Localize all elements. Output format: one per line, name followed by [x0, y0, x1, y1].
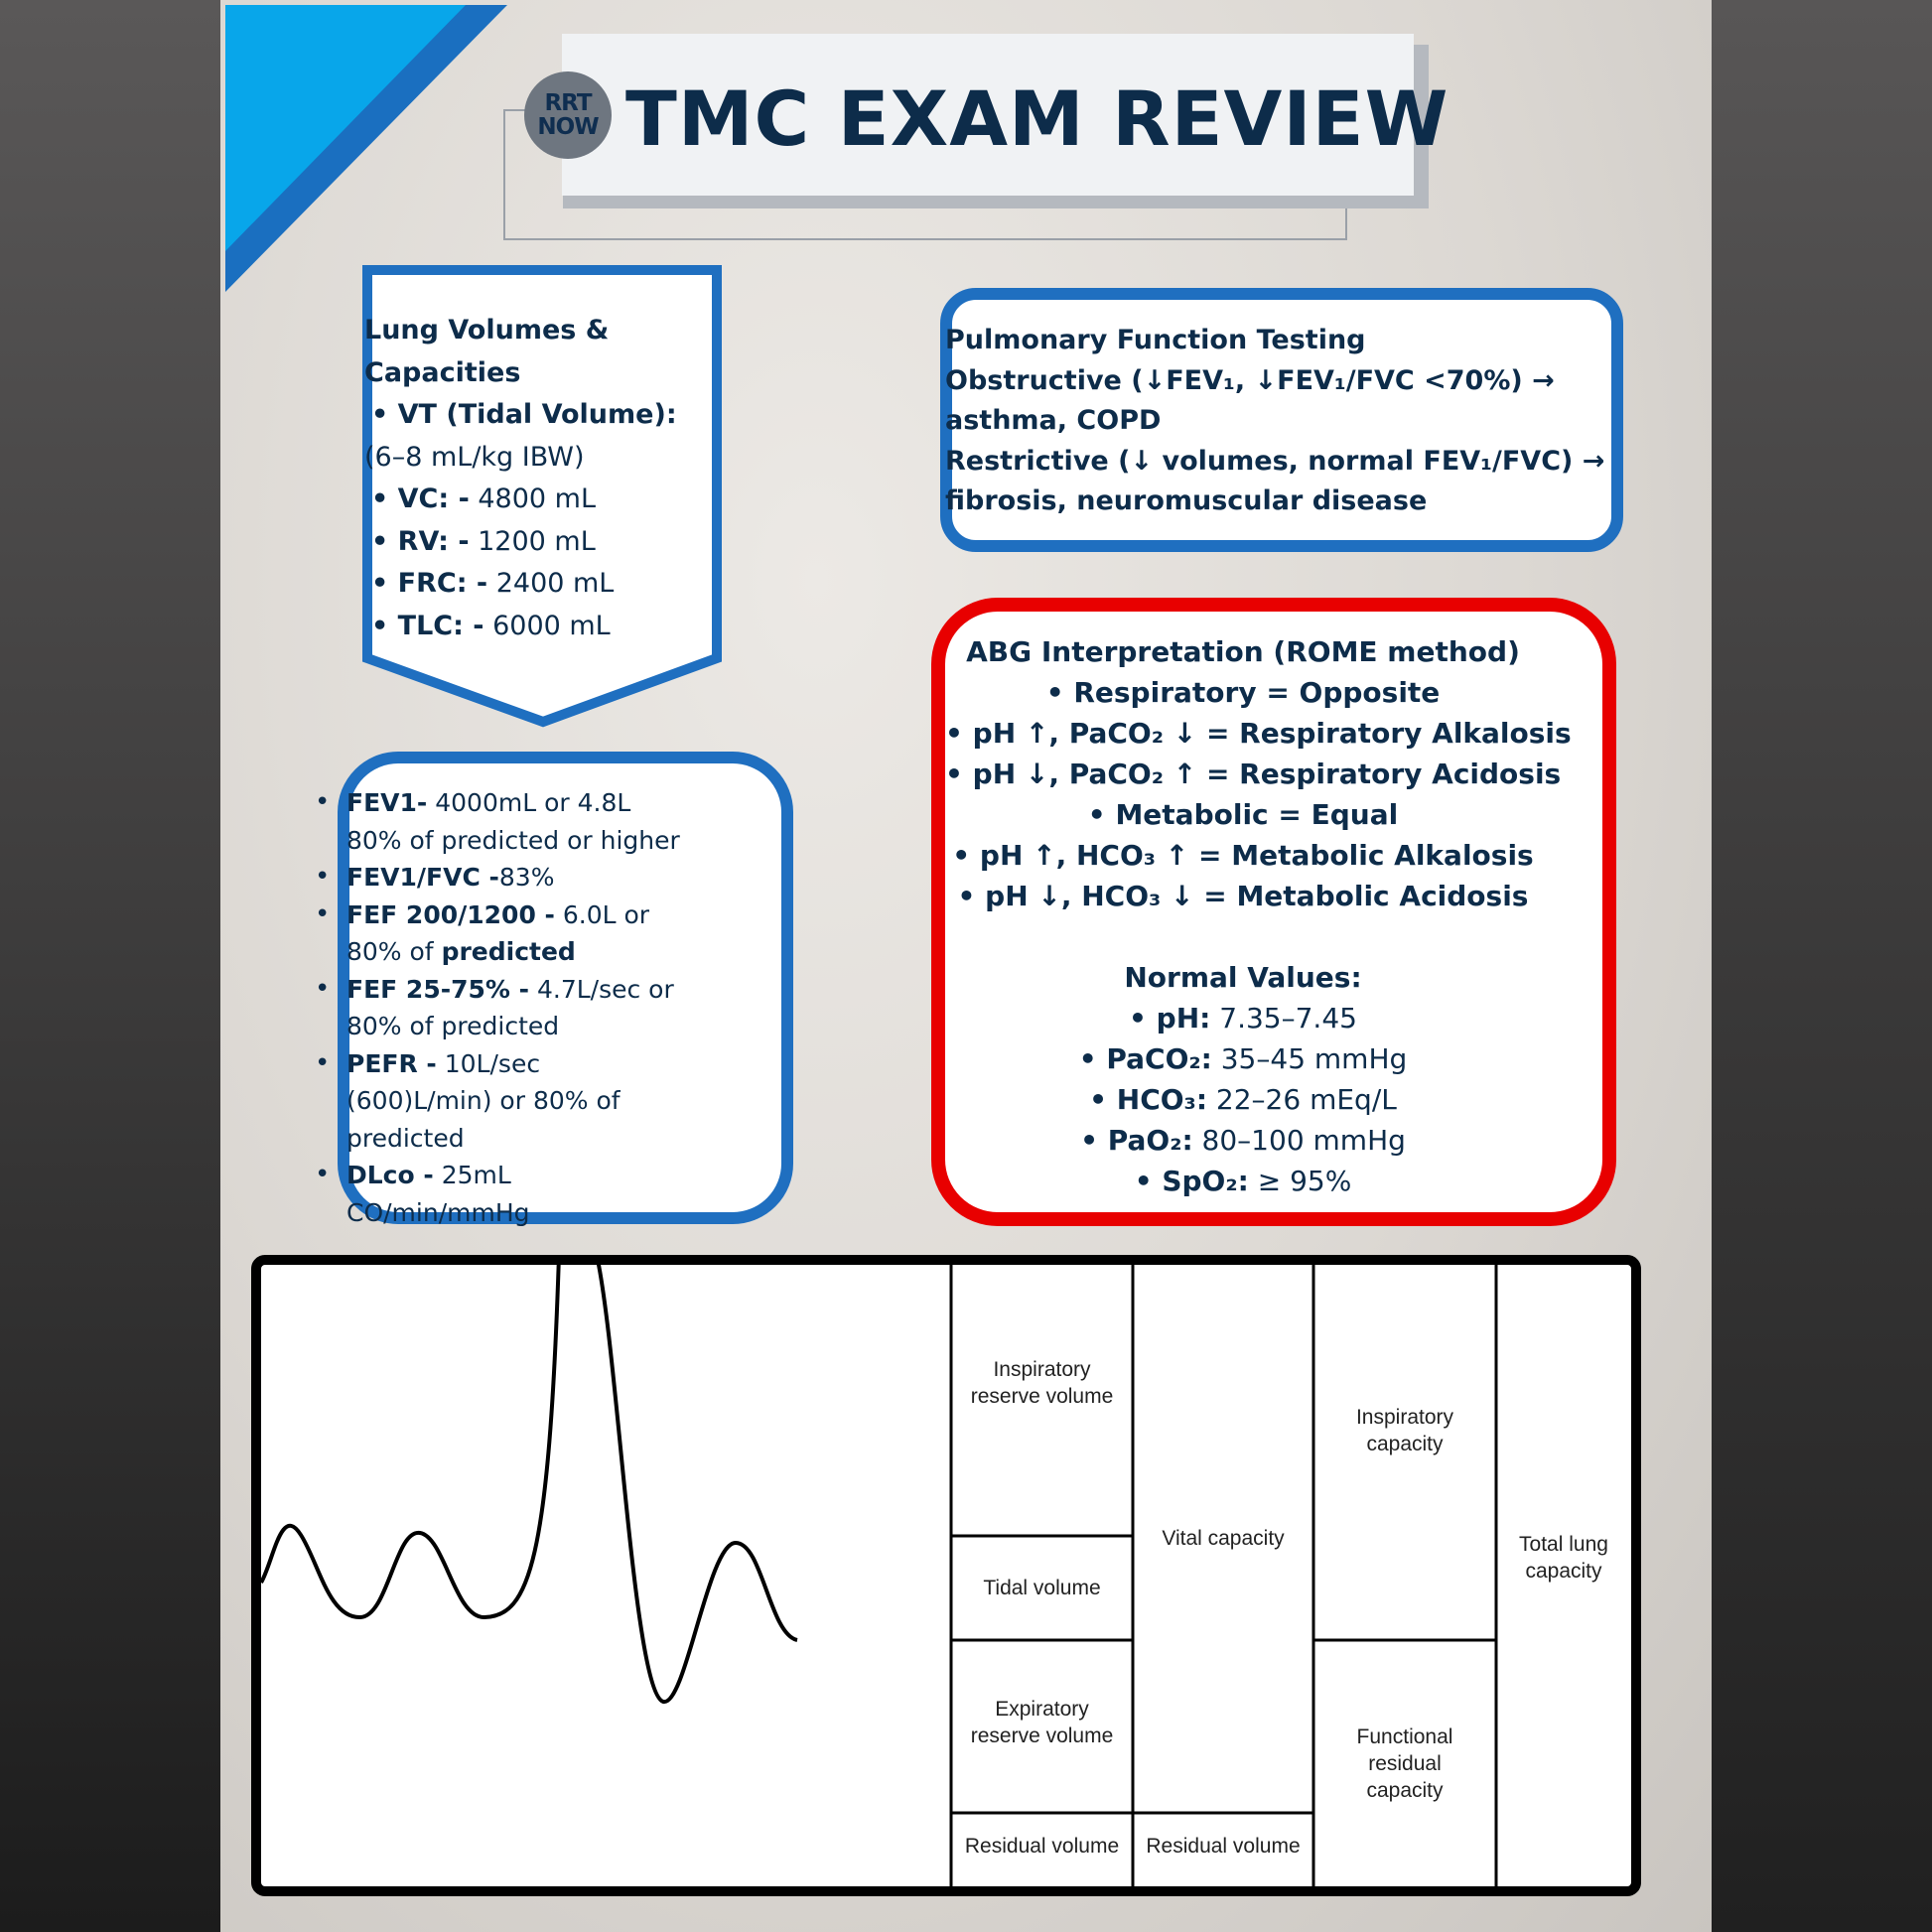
normal-value-label: • HCO₃:: [1089, 1083, 1208, 1116]
lung-volumes-heading-2: Capacities: [364, 356, 521, 388]
lung-volume-item: [364, 479, 672, 521]
vital-capacity-label: Vital capacity: [1162, 1527, 1285, 1550]
spirometry-value: 4000mL or 4.8L 80% of predicted or higher: [346, 788, 680, 855]
poster: [220, 0, 1712, 1932]
expiratory-reserve-label: [951, 1696, 1133, 1749]
label-line: reserve volume: [970, 1725, 1114, 1747]
inspiratory-reserve-label: [951, 1356, 1133, 1410]
lung-volumes-panel: [364, 310, 677, 647]
logo-text-rrt: RRT: [544, 90, 592, 116]
label-line: capacity: [1366, 1433, 1444, 1455]
functional-residual-label: [1313, 1724, 1496, 1804]
spirometry-item: • PEFR - 10L/sec (600)L/min) or 80% of predicted: [315, 1047, 621, 1153]
abg-line: • pH ↓, PaCO₂ ↑ = Respiratory Acidosis: [945, 758, 1562, 790]
abg-panel: [945, 631, 1572, 1201]
lung-volume-item: [364, 521, 672, 564]
spirometry-panel: [315, 784, 692, 1231]
normal-value-text: 7.35–7.45: [1210, 1002, 1357, 1035]
vt-value: (6–8 mL/kg IBW): [364, 441, 585, 473]
label-line: capacity: [1525, 1560, 1602, 1583]
spirometry-label: DLco -: [346, 1161, 434, 1189]
pft-line: Restrictive (↓ volumes, normal FEV₁/FVC) →: [945, 445, 1605, 477]
label-line: Expiratory: [995, 1698, 1089, 1721]
abg-line: • pH ↓, HCO₃ ↓ = Metabolic Acidosis: [957, 880, 1529, 912]
normal-value-label: • PaCO₂:: [1078, 1042, 1212, 1075]
spirometry-value: 83%: [498, 863, 555, 892]
lung-volume-value: 2400 mL: [487, 568, 615, 599]
pft-line: fibrosis, neuromuscular disease: [945, 485, 1428, 516]
normal-value-text: 22–26 mEq/L: [1207, 1083, 1397, 1116]
background-left: [0, 0, 220, 1932]
lung-volume-value: 6000 mL: [483, 610, 611, 641]
lung-volumes-heading-1: Lung Volumes &: [364, 315, 610, 345]
abg-heading: ABG Interpretation (ROME method): [966, 635, 1520, 668]
spirometry-label: FEV1/FVC -: [346, 863, 499, 892]
pft-heading: Pulmonary Function Testing: [945, 325, 1366, 355]
spirometry-value: 6.0L or 80% of: [346, 899, 650, 966]
spirometry-item: • FEV1/FVC -83%: [315, 862, 555, 892]
label-line: Functional: [1356, 1725, 1453, 1748]
lung-volume-item: [364, 606, 672, 648]
spirometry-value: 25mL CO/min/mmHg: [346, 1161, 530, 1227]
lung-volume-label: • VC: -: [371, 483, 470, 514]
residual-volume-label: Residual volume: [964, 1835, 1120, 1858]
label-line: reserve volume: [970, 1385, 1114, 1408]
lung-volume-value: 4800 mL: [469, 483, 597, 514]
background-right: [1712, 0, 1932, 1932]
label-line: capacity: [1366, 1779, 1444, 1802]
normal-value: [945, 998, 1541, 1038]
vt-label: • VT (Tidal Volume):: [371, 399, 677, 430]
spirometry-item: • FEV1- 4000mL or 4.8L 80% of predicted or higher: [315, 787, 680, 855]
spirometry-label: FEV1-: [346, 788, 428, 817]
label-line: Inspiratory: [1355, 1406, 1454, 1429]
pft-panel: [945, 321, 1605, 522]
normal-value: [945, 1161, 1541, 1201]
normal-value-text: 80–100 mmHg: [1192, 1124, 1406, 1157]
normal-value: [945, 1079, 1541, 1120]
lung-volume-item: [364, 563, 672, 606]
normal-value-text: ≥ 95%: [1248, 1165, 1352, 1197]
spirometry-bold-tail: predicted: [441, 937, 576, 966]
tidal-volume-label: Tidal volume: [983, 1577, 1101, 1599]
normal-value-label: • PaO₂:: [1080, 1124, 1193, 1157]
label-line: residual: [1368, 1752, 1442, 1775]
lung-volume-label: • RV: -: [371, 525, 470, 557]
residual-volume-label-2: Residual volume: [1146, 1835, 1301, 1858]
lung-volume-label: • TLC: -: [371, 610, 484, 641]
spirometry-item: • DLco - 25mL CO/min/mmHg: [315, 1160, 530, 1227]
spirogram-curve: [261, 1265, 797, 1702]
abg-line: • pH ↑, PaCO₂ ↓ = Respiratory Alkalosis: [945, 717, 1572, 750]
total-lung-capacity-label: [1496, 1531, 1631, 1585]
normal-values-heading: Normal Values:: [1124, 961, 1362, 994]
normal-value: [945, 1120, 1541, 1161]
pft-line: asthma, COPD: [945, 405, 1162, 436]
abg-line: • pH ↑, HCO₃ ↑ = Metabolic Alkalosis: [952, 839, 1534, 872]
spirometry-value: 10L/sec (600)L/min) or 80% of predicted: [346, 1048, 621, 1153]
normal-value-label: • pH:: [1129, 1002, 1211, 1035]
abg-line: • Respiratory = Opposite: [1045, 676, 1441, 709]
page-title: TMC EXAM REVIEW: [625, 74, 1449, 163]
lung-volume-label: • FRC: -: [371, 568, 488, 599]
label-line: Inspiratory: [993, 1358, 1091, 1381]
abg-line: • Metabolic = Equal: [1087, 798, 1399, 831]
lung-volume-value: 1200 mL: [469, 525, 596, 557]
normal-value: [945, 1038, 1541, 1079]
inspiratory-capacity-label: [1313, 1404, 1496, 1457]
pft-line: Obstructive (↓FEV₁, ↓FEV₁/FVC <70%) →: [945, 364, 1555, 396]
spirometry-item: • FEF 200/1200 - 6.0L or 80% of predicted: [315, 898, 650, 966]
spirometry-label: FEF 200/1200 -: [346, 899, 555, 929]
spirometry-label: FEF 25-75% -: [346, 974, 530, 1004]
label-line: Total lung: [1519, 1533, 1608, 1556]
spirometry-value: 4.7L/sec or 80% of predicted: [346, 974, 674, 1040]
spirometry-label: PEFR -: [346, 1048, 437, 1078]
normal-value-text: 35–45 mmHg: [1211, 1042, 1408, 1075]
logo-text-now: NOW: [537, 114, 599, 140]
normal-value-label: • SpO₂:: [1134, 1165, 1249, 1197]
spirometry-item: • FEF 25-75% - 4.7L/sec or 80% of predicted: [315, 973, 674, 1040]
lung-volume-diagram: [251, 1255, 1641, 1896]
